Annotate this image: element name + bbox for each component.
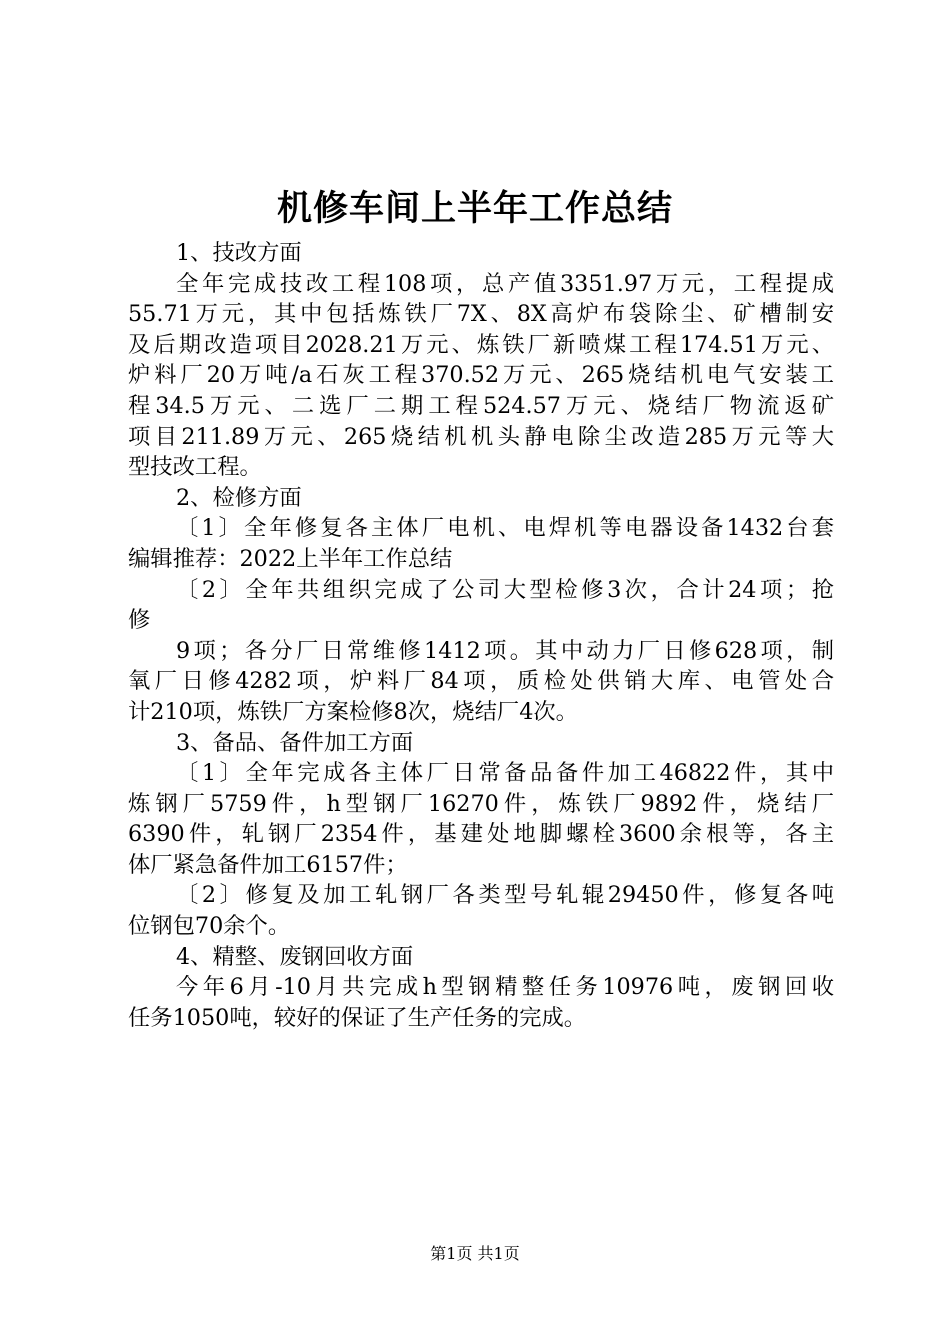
paragraph-line: 修: [128, 607, 151, 634]
paragraph-line: 〔2〕修复及加工轧钢厂各类型号轧辊29450件，修复各吨: [176, 882, 834, 909]
paragraph-line: 项目211.89万元、265烧结机机头静电除尘改造285万元等大: [128, 423, 834, 450]
document-title: 机修车间上半年工作总结: [276, 188, 673, 229]
paragraph-line: 全年完成技改工程108项，总产值3351.97万元，工程提成: [176, 270, 834, 297]
paragraph-line: 程34.5万元、二选厂二期工程524.57万元、烧结厂物流返矿: [128, 392, 834, 419]
paragraph-line: 〔1〕全年修复各主体厂电机、电焊机等电器设备1432台套: [176, 515, 834, 542]
paragraph-line: 氧厂日修4282项，炉料厂84项，质检处供销大库、电管处合: [128, 668, 834, 695]
paragraph-line: 炼钢厂5759件，h型钢厂16270件，炼铁厂9892件，烧结厂: [128, 790, 834, 817]
paragraph-line: 位钢包70余个。: [128, 913, 291, 940]
paragraph-line: 型技改工程。: [128, 454, 262, 481]
paragraph-line: 任务1050吨，较好的保证了生产任务的完成。: [128, 1004, 587, 1031]
page-footer: 第1页 共1页: [430, 1244, 520, 1263]
paragraph-line: 计210项，炼铁厂方案检修8次，烧结厂4次。: [128, 698, 578, 725]
paragraph-line: 及后期改造项目2028.21万元、炼铁厂新喷煤工程174.51万元、: [128, 331, 834, 358]
paragraph-line: 〔2〕全年共组织完成了公司大型检修3次，合计24项；抢: [176, 576, 834, 603]
paragraph-line: 编辑推荐：2022上半年工作总结: [128, 545, 453, 572]
section-heading-2: 2、检修方面: [176, 484, 302, 511]
section-heading-4: 4、精整、废钢回收方面: [176, 943, 414, 970]
paragraph-line: 炉料厂20万吨/a石灰工程370.52万元、265烧结机电气安装工: [128, 362, 834, 389]
paragraph-line: 9项；各分厂日常维修1412项。其中动力厂日修628项，制: [176, 637, 834, 664]
section-heading-3: 3、备品、备件加工方面: [176, 729, 414, 756]
paragraph-line: 体厂紧急备件加工6157件；: [128, 851, 408, 878]
document-body: [128, 238, 834, 1033]
paragraph-line: 今年6月-10月共完成h型钢精整任务10976吨，废钢回收: [176, 974, 834, 1001]
section-heading-1: 1、技改方面: [176, 240, 302, 266]
paragraph-line: 〔1〕全年完成各主体厂日常备品备件加工46822件，其中: [176, 760, 834, 787]
paragraph-line: 6390件，轧钢厂2354件，基建处地脚螺栓3600余根等，各主: [128, 821, 834, 848]
paragraph-line: 55.71万元，其中包括炼铁厂7X、8X高炉布袋除尘、矿槽制安: [128, 301, 834, 328]
